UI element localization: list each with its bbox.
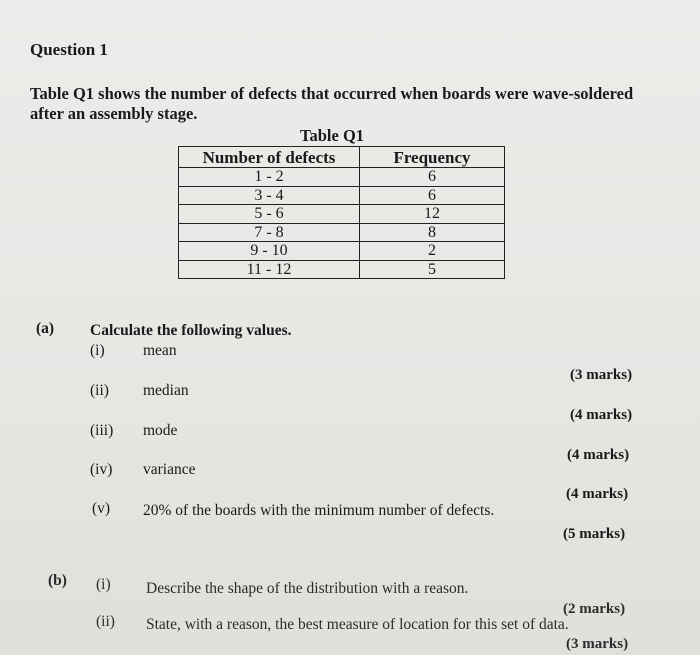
item-b-ii-text: State, with a reason, the best measure of location for this set of data. xyxy=(146,616,569,633)
table-row xyxy=(179,205,505,224)
defects-cell: 1 - 2 xyxy=(179,168,360,187)
part-a-label: (a) xyxy=(36,320,55,337)
item-a-v-marks: (5 marks) xyxy=(563,526,626,542)
item-a-iii-text: mode xyxy=(143,422,178,439)
table-row xyxy=(179,260,505,279)
item-b-i-marks: (2 marks) xyxy=(563,601,626,617)
item-a-iii-number: (iii) xyxy=(90,422,114,439)
frequency-cell: 6 xyxy=(360,186,505,205)
item-b-ii-marks: (3 marks) xyxy=(566,636,629,652)
item-a-iv-number: (iv) xyxy=(90,461,113,478)
defects-table xyxy=(178,146,505,279)
item-a-iv-text: variance xyxy=(143,461,196,478)
item-a-i-text: mean xyxy=(143,342,177,359)
frequency-cell: 12 xyxy=(360,205,505,224)
defects-cell: 11 - 12 xyxy=(179,260,360,279)
defects-cell: 3 - 4 xyxy=(179,186,360,205)
item-a-ii-marks: (4 marks) xyxy=(570,407,633,423)
intro-line-2: after an assembly stage. xyxy=(30,104,198,123)
item-a-i-marks: (3 marks) xyxy=(570,367,633,383)
table-row xyxy=(179,186,505,205)
question-intro xyxy=(30,84,633,124)
defects-cell: 7 - 8 xyxy=(179,223,360,242)
intro-line-1: Table Q1 shows the number of defects that occurred when boards were wave-soldered xyxy=(30,84,634,103)
item-a-v-number: (v) xyxy=(92,500,111,517)
item-a-i-number: (i) xyxy=(90,342,105,359)
frequency-cell: 2 xyxy=(360,242,505,261)
table-row xyxy=(179,223,505,242)
table-caption: Table Q1 xyxy=(300,126,365,145)
frequency-cell: 5 xyxy=(360,260,505,279)
header-number-of-defects: Number of defects xyxy=(179,147,360,168)
item-a-v-text: 20% of the boards with the minimum number of defects. xyxy=(143,502,495,519)
defects-cell: 9 - 10 xyxy=(179,242,360,261)
item-a-iv-marks: (4 marks) xyxy=(566,486,629,502)
header-frequency: Frequency xyxy=(360,147,505,168)
part-b-label: (b) xyxy=(48,572,67,589)
item-a-ii-number: (ii) xyxy=(90,382,109,399)
table-header-row xyxy=(179,147,505,168)
defects-cell: 5 - 6 xyxy=(179,205,360,224)
frequency-cell: 6 xyxy=(360,168,505,187)
question-title: Question 1 xyxy=(30,40,108,59)
item-b-i-number: (i) xyxy=(96,576,111,593)
part-a-instruction: Calculate the following values. xyxy=(90,322,292,339)
item-b-i-text: Describe the shape of the distribution with a reason. xyxy=(146,580,469,597)
frequency-cell: 8 xyxy=(360,223,505,242)
item-b-ii-number: (ii) xyxy=(96,613,115,630)
table-row xyxy=(179,242,505,261)
item-a-ii-text: median xyxy=(143,382,189,399)
table-row xyxy=(179,168,505,187)
item-a-iii-marks: (4 marks) xyxy=(567,447,630,463)
